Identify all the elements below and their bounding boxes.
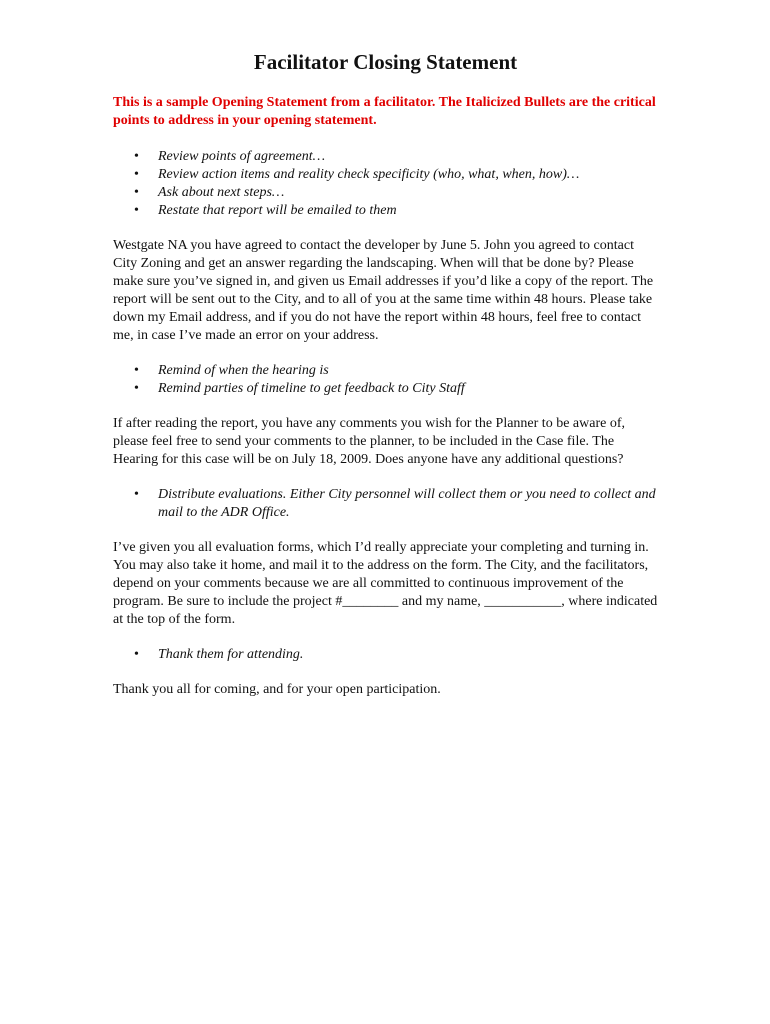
bullet-icon: • <box>134 167 139 182</box>
paragraph-action-items: Westgate NA you have agreed to contact the developer by June 5. John you agreed to contact City Zoning and get an answer regarding the landscaping. When will that be done by? Please make sure you’ve signed in, and given us Email addresses if you’d like a copy of the report. The report will be sent out to the City, and to all of you at the same time within 48 hours. Please take down my Email address, and if you do not have the report within 48 hours, feel free to contact me, in case I’ve made an error on your address. <box>113 238 654 343</box>
list-item <box>113 166 658 184</box>
bullet-icon: • <box>134 149 139 164</box>
list-item <box>113 184 658 202</box>
list-item <box>113 148 658 166</box>
bullet-icon: • <box>134 647 139 662</box>
bullet-list-1 <box>113 148 658 220</box>
bullet-list-4 <box>113 646 658 664</box>
list-item-text: Restate that report will be emailed to them <box>158 203 397 218</box>
bullet-icon: • <box>134 185 139 200</box>
list-item-text: Thank them for attending. <box>158 647 304 662</box>
list-item <box>113 380 658 398</box>
document-title: Facilitator Closing Statement <box>253 50 518 74</box>
bullet-icon: • <box>134 487 139 502</box>
list-item <box>113 202 658 220</box>
paragraph-closing: Thank you all for coming, and for your open participation. <box>113 682 441 697</box>
list-item-text: Review action items and reality check specificity (who, what, when, how)… <box>158 167 580 182</box>
list-item <box>113 646 658 664</box>
list-item-text: Ask about next steps… <box>158 185 285 200</box>
paragraph-hearing: If after reading the report, you have any comments you wish for the Planner to be aware of, please feel free to send your comments to the planner, to be included in the Case file. The Hearing for this case will be on July 18, 2009. Does anyone have any additional questions? <box>113 416 625 467</box>
bullet-list-2 <box>113 362 658 398</box>
document-page <box>113 48 658 716</box>
list-item-text: Review points of agreement… <box>158 149 326 164</box>
bullet-icon: • <box>134 203 139 218</box>
list-item <box>113 362 658 380</box>
paragraph-evaluations: I’ve given you all evaluation forms, which I’d really appreciate your completing and turning in. You may also take it home, and mail it to the address on the form. The City, and the facilitators, depend on your comments because we are all committed to continuous improvement of the program. Be sure to include the project #________ and my name, ___________, where indicated at the top of the form. <box>113 540 658 627</box>
bullet-icon: • <box>134 381 139 396</box>
list-item-text: Remind of when the hearing is <box>158 363 329 378</box>
list-item <box>113 486 658 522</box>
bullet-list-3 <box>113 486 658 522</box>
intro-note: This is a sample Opening Statement from a facilitator. The Italicized Bullets are the critical points to address in your opening statement. <box>113 95 656 128</box>
bullet-icon: • <box>134 363 139 378</box>
list-item-text: Distribute evaluations. Either City personnel will collect them or you need to collect and mail to the ADR Office. <box>158 487 656 520</box>
list-item-text: Remind parties of timeline to get feedback to City Staff <box>158 381 465 396</box>
